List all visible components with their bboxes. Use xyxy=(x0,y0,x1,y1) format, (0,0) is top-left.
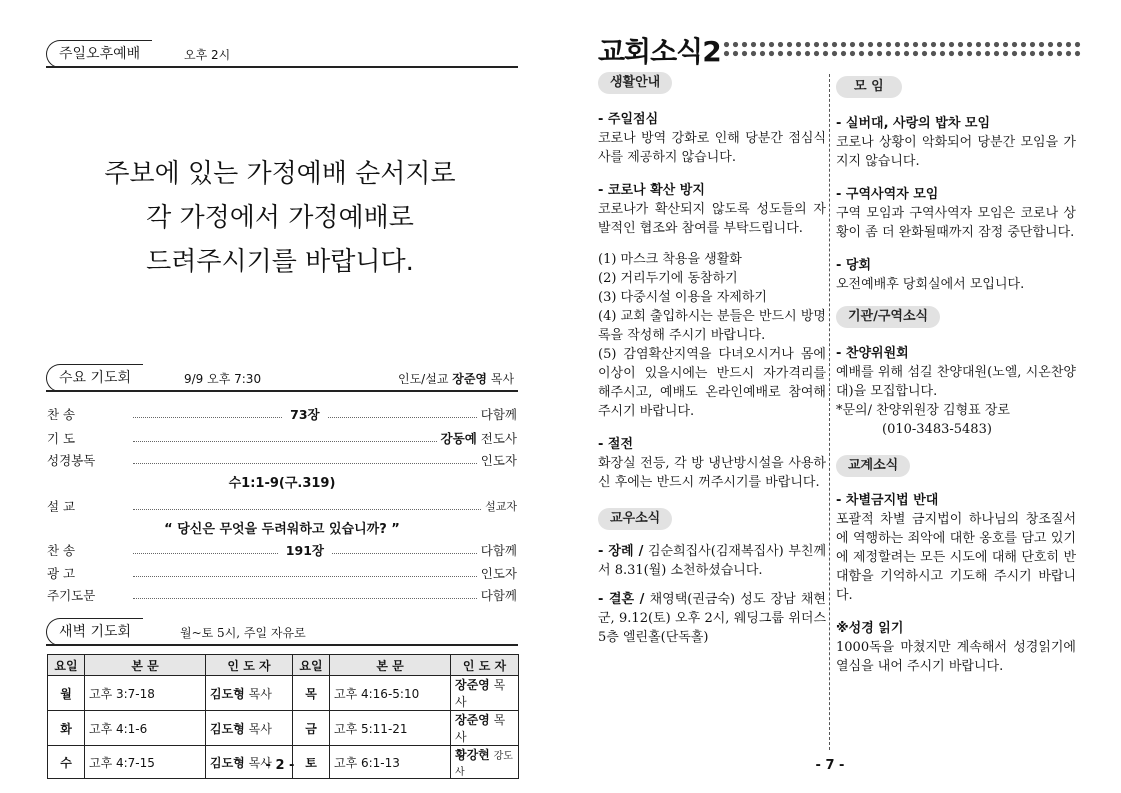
list-item: (1) 마스크 착용을 생활화 xyxy=(598,252,742,267)
item-heading: - 장례 / xyxy=(598,544,644,559)
page-title: 교회소식2 xyxy=(598,35,721,68)
item-text: 코로나 방역 강화로 인해 당분간 점심식사를 제공하지 않습니다. xyxy=(598,131,826,165)
cell-leader-name: 김도형 xyxy=(210,755,245,770)
order-label: 주기도문 xyxy=(47,588,96,603)
cell-leader-name: 장준영 xyxy=(455,713,490,727)
cell-passage: 고후 4:1-6 xyxy=(85,711,206,746)
sermon-title: “ 당신은 무엇을 두려워하고 있습니까? ” xyxy=(164,522,400,537)
item-text: 오전예배후 당회실에서 모입니다. xyxy=(836,277,1025,292)
order-label: 찬 송 xyxy=(47,407,76,422)
divider xyxy=(46,66,518,68)
item-text: 화장실 전등, 각 방 냉난방시설을 사용하신 후에는 반드시 꺼주시기를 바랍니다. xyxy=(598,456,826,490)
order-label: 광 고 xyxy=(47,566,76,581)
item-heading: - 당회 xyxy=(836,258,872,273)
cell-leader-name: 김도형 xyxy=(210,686,245,701)
order-hymn: 73장 xyxy=(290,407,320,422)
divider xyxy=(46,644,518,646)
order-label: 설 교 xyxy=(47,499,76,514)
sunday-afternoon-title: 주일오후예배 xyxy=(46,40,152,68)
section-tag: 모 임 xyxy=(836,76,902,98)
item-text: 김순희집사(김재복집사) 부친께서 8.31(월) 소천하셨습니다. xyxy=(598,544,827,578)
cell-leader-title: 목사 xyxy=(455,678,506,709)
wednesday-datetime: 9/9 오후 7:30 xyxy=(184,372,262,386)
order-person: 다함께 xyxy=(480,588,517,603)
order-label: 성경봉독 xyxy=(47,453,96,468)
order-row xyxy=(47,563,517,583)
cell-leader-title: 목사 xyxy=(248,755,272,770)
leader-title: 목사 xyxy=(490,372,515,386)
list-item: (4) 교회 출입하시는 분들은 반드시 방명록을 작성해 주시기 바랍니다. xyxy=(598,309,826,343)
order-person: 전도사 xyxy=(480,431,517,446)
item-text: 포괄적 차별 금지법이 하나님의 창조질서에 역행하는 죄악에 대한 옹호를 담고 있기에 제정할려는 모든 시도에 대해 단호히 반대함을 기억하시고 기도해 주시기 바랍니다. xyxy=(836,512,1076,603)
item-text: (010-3483-5483) xyxy=(882,422,992,437)
cell-day: 월 xyxy=(48,676,85,711)
item-text: 구역 모임과 구역사역자 모임은 코로나 상황이 좀 더 완화될때까지 잠정 중단합니다. xyxy=(836,206,1076,240)
order-person: 다함께 xyxy=(480,407,517,422)
header-leader: 인 도 자 xyxy=(206,655,293,676)
section-tag: 교계소식 xyxy=(836,455,910,477)
header-passage: 본 문 xyxy=(85,655,206,676)
wednesday-leader xyxy=(398,370,514,387)
cell-passage: 고후 5:11-21 xyxy=(330,711,451,746)
item-text: 예배를 위해 섬길 찬양대원(노엘, 시온찬양대)을 모집합니다. xyxy=(836,365,1076,399)
cell-day: 금 xyxy=(293,711,330,746)
order-row xyxy=(47,428,517,448)
notice-line: 각 가정에서 가정예배로 xyxy=(146,203,414,233)
item-heading: - 코로나 확산 방지 xyxy=(598,183,705,198)
order-person: 인도자 xyxy=(480,453,517,468)
order-hymn: 191장 xyxy=(285,543,324,558)
order-person: 다함께 xyxy=(480,543,517,558)
cell-day: 토 xyxy=(293,746,330,779)
column-left xyxy=(598,72,826,647)
page-number-right: - 7 - xyxy=(815,758,845,773)
cell-passage: 고후 6:1-13 xyxy=(330,746,451,779)
leader-name: 장준영 xyxy=(452,372,488,386)
header-passage: 본 문 xyxy=(330,655,451,676)
order-label: 기 도 xyxy=(47,431,76,446)
cell-leader-title: 강도사 xyxy=(455,751,513,778)
item-text: 채영택(권금숙) 성도 장남 채현 군, 9.12(토) 오후 2시, 웨딩그룹 위더스 5층 엘린홀(단독홀) xyxy=(598,592,826,645)
leader-role: 인도/설교 xyxy=(398,372,449,386)
cell-leader-name: 김도형 xyxy=(210,721,245,736)
order-row xyxy=(47,540,517,560)
column-right xyxy=(836,76,1076,676)
sunday-afternoon-time: 오후 2시 xyxy=(184,48,231,62)
item-heading: - 절전 xyxy=(598,437,634,452)
page-number-left: - 2 - xyxy=(265,758,295,773)
cell-passage: 고후 3:7-18 xyxy=(85,676,206,711)
dawn-prayer-title: 새벽 기도회 xyxy=(46,618,143,646)
section-tag: 생활안내 xyxy=(598,72,672,94)
cell-day: 수 xyxy=(48,746,85,779)
scripture-reference: 수1:1-9(구.319) xyxy=(228,476,336,491)
header-day: 요일 xyxy=(48,655,85,676)
item-heading: - 구역사역자 모임 xyxy=(836,187,939,202)
header-leader: 인 도 자 xyxy=(451,655,519,676)
item-heading: - 주일점심 xyxy=(598,112,659,127)
cell-passage: 고후 4:7-15 xyxy=(85,746,206,779)
header-day: 요일 xyxy=(293,655,330,676)
list-item: (2) 거리두기에 동참하기 xyxy=(598,271,738,286)
table-header-row xyxy=(48,655,519,676)
order-row xyxy=(47,496,517,516)
section-tag: 기관/구역소식 xyxy=(836,306,940,328)
cell-day: 화 xyxy=(48,711,85,746)
item-text: 코로나 상황이 악화되어 당분간 모임을 가지지 않습니다. xyxy=(836,135,1076,169)
cell-leader-name: 황강현 xyxy=(455,748,490,762)
item-text: *문의/ 찬양위원장 김형표 장로 xyxy=(836,403,1010,418)
list-item: (3) 다중시설 이용을 자제하기 xyxy=(598,290,767,305)
home-worship-notice xyxy=(40,152,520,284)
item-text: 코로나가 확산되지 않도록 성도들의 자발적인 협조와 참여를 부탁드립니다. xyxy=(598,202,826,236)
table-row xyxy=(48,676,519,711)
divider xyxy=(46,390,518,392)
order-person: 인도자 xyxy=(480,566,517,581)
order-person-name: 강동예 xyxy=(440,431,477,446)
column-divider xyxy=(829,74,830,750)
cell-leader-title: 목사 xyxy=(455,713,506,744)
item-heading: - 차별금지법 반대 xyxy=(836,493,939,508)
item-heading: ※성경 읽기 xyxy=(836,621,904,636)
item-heading: - 결혼 / xyxy=(598,592,645,607)
cell-passage: 고후 4:16-5:10 xyxy=(330,676,451,711)
wednesday-title: 수요 기도회 xyxy=(46,364,143,392)
item-heading: - 찬양위원회 xyxy=(836,346,909,361)
item-heading: - 실버대, 사랑의 밥차 모임 xyxy=(836,116,991,131)
order-row xyxy=(47,404,517,424)
order-person: 설교자 xyxy=(485,500,517,513)
notice-line: 드려주시기를 바랍니다. xyxy=(146,247,414,277)
order-row xyxy=(47,450,517,470)
dawn-prayer-time: 월~토 5시, 주일 자유로 xyxy=(180,626,306,640)
notice-line: 주보에 있는 가정예배 순서지로 xyxy=(104,159,456,189)
list-item: (5) 감염확산지역을 다녀오시거나 몸에 이상이 있을시에는 반드시 자가격리를 해주시고, 예배도 온라인예배로 참여해 주시기 바랍니다. xyxy=(598,347,826,419)
cell-day: 목 xyxy=(293,676,330,711)
order-row xyxy=(47,585,517,605)
cell-leader-name: 장준영 xyxy=(455,678,490,692)
item-text: 1000독을 마쳤지만 계속해서 성경읽기에 열심을 내어 주시기 바랍니다. xyxy=(836,640,1076,674)
section-tag: 교우소식 xyxy=(598,508,672,530)
cell-leader-title: 목사 xyxy=(248,721,272,736)
dotted-title-decoration xyxy=(722,40,1082,62)
table-row xyxy=(48,711,519,746)
order-label: 찬 송 xyxy=(47,543,76,558)
cell-leader-title: 목사 xyxy=(248,686,272,701)
